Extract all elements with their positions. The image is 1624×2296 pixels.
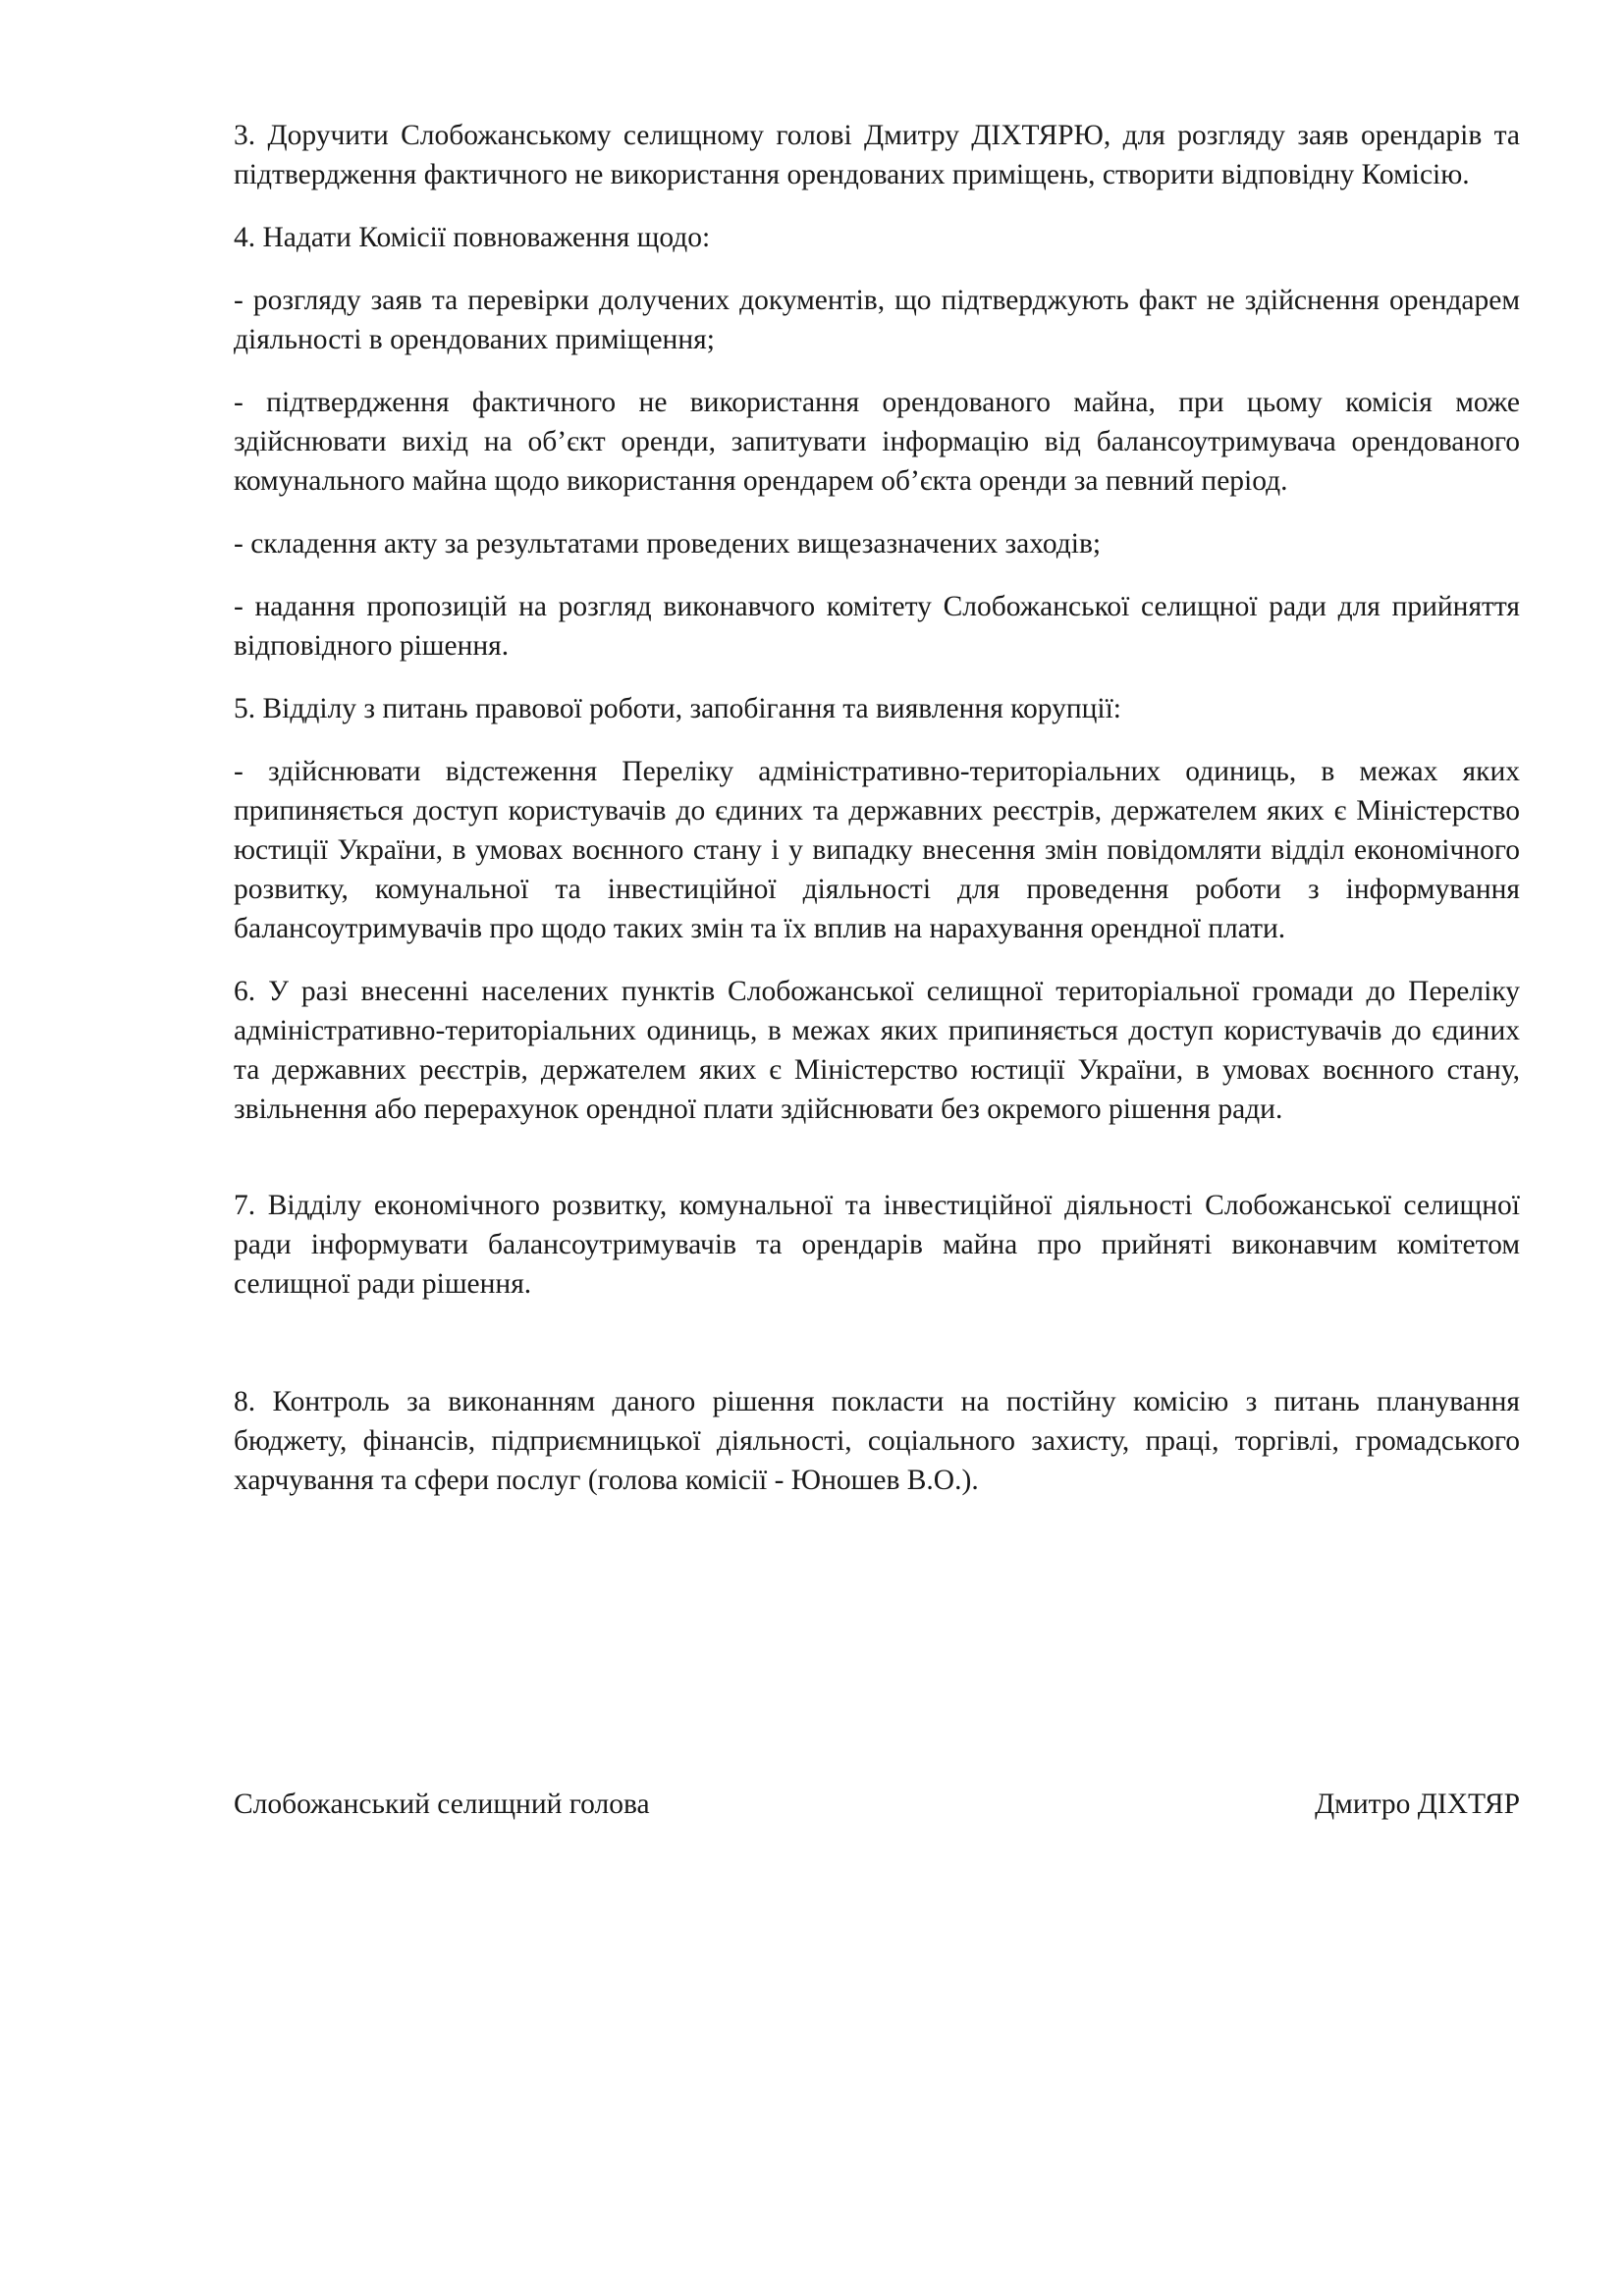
paragraph-5-legal-dept: 5. Відділу з питань правової роботи, запобігання та виявлення корупції: xyxy=(234,693,1121,724)
paragraph-powers-act: - складення акту за результатами проведених вищезазначених заходів; xyxy=(234,528,1102,560)
paragraph-6-exemption: 6. У разі внесенні населених пунктів Слобожанської селищної територіальної громади до Переліку адміністративно-територіальних одиниць, в межах яких припиняється доступ користувачів до єдиних та державних реєстрів, держателем яких є Міністерство юстиції України, в умовах воєнного стану, звільнення або перерахунок орендної плати здійснювати без окремого рішення ради. xyxy=(234,976,1520,1125)
paragraph-powers-review: - розгляду заяв та перевірки долучених документів, що підтверджують факт не здійснення орендарем діяльності в орендованих приміщення; xyxy=(234,285,1520,355)
paragraph-powers-confirm: - підтвердження фактичного не використання орендованого майна, при цьому комісія може здійснювати вихід на об’єкт оренди, запитувати інформацію від балансоутримувача орендованого комунального майна щодо використання орендарем об’єкта оренди за певний період. xyxy=(234,387,1520,497)
signature-block xyxy=(234,1785,1520,1824)
paragraph-powers-proposals: - надання пропозицій на розгляд виконавчого комітету Слобожанської селищної ради для прийняття відповідного рішення. xyxy=(234,591,1520,662)
paragraph-3-commission: 3. Доручити Слобожанському селищному голові Дмитру ДІХТЯРЮ, для розгляду заяв орендарів та підтвердження фактичного не використання орендованих приміщень, створити відповідну Комісію. xyxy=(234,120,1520,190)
signatory-name: Дмитро ДІХТЯР xyxy=(1315,1789,1520,1820)
signatory-position: Слобожанський селищний голова xyxy=(234,1789,650,1820)
paragraph-legal-monitoring: - здійснювати відстеження Переліку адміністративно-територіальних одиниць, в межах яких припиняється доступ користувачів до єдиних та державних реєстрів, держателем яких є Міністерство юстиції України, в умовах воєнного стану і у випадку внесення змін повідомляти відділ економічного розвитку, комунальної та інвестиційної діяльності для проведення роботи з інформування балансоутримувачів про щодо таких змін та їх вплив на нарахування орендної плати. xyxy=(234,756,1520,944)
document-page xyxy=(234,116,1520,1820)
paragraph-7-economic-dept: 7. Відділу економічного розвитку, комунальної та інвестиційної діяльності Слобожанської селищної ради інформувати балансоутримувачів та орендарів майна про прийняті виконавчим комітетом селищної ради рішення. xyxy=(234,1190,1520,1300)
paragraph-8-control: 8. Контроль за виконанням даного рішення покласти на постійну комісію з питань планування бюджету, фінансів, підприємницької діяльності, соціального захисту, праці, торгівлі, громадського харчування та сфери послуг (голова комісії - Юношев В.О.). xyxy=(234,1386,1520,1496)
paragraph-4-powers: 4. Надати Комісії повноваження щодо: xyxy=(234,222,711,253)
